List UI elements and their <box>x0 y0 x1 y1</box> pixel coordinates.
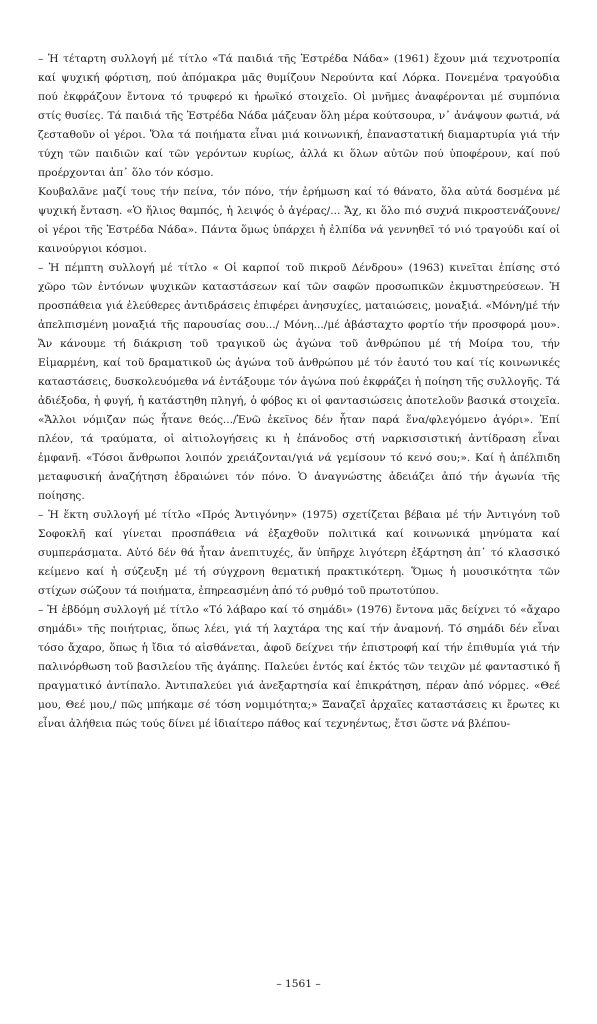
paragraph-sixth-collection: – Ἡ ἕκτη συλλογή μέ τίτλο «Πρός Ἀντιγόνην» (1975) σχετίζεται βέβαια μέ τήν Ἀντιγόνη τοῦ Σοφοκλῆ καί γίνεται προσπάθεια νά ἐξαχθοῦν πολιτικά καί κοινωνικά μηνύματα καί συμπεράσματα. Αὐτό δέν θά ἦταν ἀνεπιτυχές, ἄν ὑπῆρχε λιγότερη ἐξάρτηση ἀπ᾽ τό κλασσικό κείμενο καί ἡ σύζευξη μέ τή σύγχρονη θεματική πρακτικότερη. Ὅμως ἡ μουσικότητα τῶν στίχων σώζουν τά ποιήματα, ἐπηρεασμένη ἀπό τό ρυθμό τοῦ πρωτοτύπου. <box>38 509 560 597</box>
body-text <box>38 50 560 734</box>
paragraph-fourth-collection: – Ἡ τέταρτη συλλογή μέ τίτλο «Τά παιδιά τῆς Ἐστρέδα Νάδα» (1961) ἔχουν μιά τεχνοτροπία καί ψυχική φόρτιση, πού ἀπόμακρα μᾶς θυμίζουν Νερούντα καί Λόρκα. Πονεμένα τραγούδια πού ἐκφράζουν ἔντονα τό τρυφερό κι ἡρωϊκό στοιχεῖο. Οἱ μνῆμες ἀναφέρονται μέ συμπόνια στίς θυσίες. Τά παιδιά τῆς Ἐστρέδα Νάδα μάζευαν ὅλη μέρα κούτσουρα, ν᾽ ἀνάψουν φωτιά, νά ζεσταθοῦν οἱ γέροι. Ὅλα τά ποιήματα εἶναι μιά κοινωνική, ἐπαναστατική διαμαρτυρία γιά τήν τύχη τῶν παιδιῶν καί τῶν γερόντων κυρίως, ἀλλά κι ὅλων αὐτῶν πού ὑποφέρουν, καί πού προέρχονται ἀπ᾽ ὅλο τόν κόσμο. <box>38 53 560 179</box>
page-number: – 1561 – <box>276 978 321 990</box>
paragraph-fifth-collection: – Ἡ πέμπτη συλλογή μέ τίτλο « Οἱ καρποί τοῦ πικροῦ Δένδρου» (1963) κινεῖται ἐπίσης στό χῶρο τῶν ἐντόνων ψυχικῶν καταστάσεων καί τῶν σαφῶν προσωπικῶν ἐκμυστηρεύσεων. Ἡ προσπάθεια γιά ἐλεύθερες ἀντιδράσεις ἐπιφέρει ἀνησυχίες, ματαιώσεις, μοναξιά. «Μόνη/μέ τήν ἀπελπισμένη μοναξιά τῆς παρουσίας σου.../ Μόνη.../μέ ἀβάσταχτο φορτίο τήν προσφορά μου». Ἄν κάνουμε τή διάκριση τοῦ τραγικοῦ ὡς ἀγώνα τοῦ ἀνθρώπου μέ τή Μοίρα του, τήν Εἱμαρμένη, καί τοῦ δραματικοῦ ὡς ἀγώνα τοῦ ἀνθρώπου μέ τόν ἑαυτό του καί τίς κοινωνικές καταστάσεις, δυσκολευόμεθα νά ἐντάξουμε τόν ἀγώνα πού ἐκφράζει ἡ ποίηση τῆς συλλογῆς. Τά ἀδιέξοδα, ἡ φυγή, ἡ κατάστηθη πληγή, ὁ φόβος κι οἱ φαντασιώσεις ἀποτελοῦν βασικά στοιχεῖα. «Ἄλλοι νόμιζαν πώς ἦτανε θεός.../Ἐνῶ ἐκεῖνος δέν ἦταν παρά ἕνα/φλεγόμενο ἀγόρι». Ἐπί πλέον, τά τραύματα, οἱ αἰτιολογήσεις κι ἡ ἐπάνοδος στή ναρκισσιστική ἀντίδραση εἶναι ἐμφανῆ. «Τόσοι ἄνθρωποι λοιπόν χρειάζονται/γιά νά γεμίσουν τό κενό σου;». Καί ἡ ἀπέλπιδη μεταφυσική ἀναζήτηση ἑδραιώνει τόν πόνο. Ὁ ἀναγνώστης ἀδειάζει ἀπό τήν ἀγωνία τῆς ποίησης. <box>38 262 560 502</box>
paragraph-seventh-collection: – Ἡ ἑβδόμη συλλογή μέ τίτλο «Τό λάβαρο καί τό σημάδι» (1976) ἔντονα μᾶς δείχνει τό «ἄχαρο σημάδι» τῆς ποιήτριας, ὅπως λέει, γιά τή λαχτάρα της καί τήν ἀναμονή. Τό σημάδι δέν εἶναι τόσο ἄχαρο, ὅπως ἡ ἴδια τό αἰσθάνεται, ἀφοῦ δείχνει τήν ἐπιστροφή καί τήν ἐπιθυμία γιά τήν παλινόρθωση τοῦ βασιλείου τῆς ἀγάπης. Παλεύει ἐντός καί ἐκτός τῶν τειχῶν μέ φανταστικό ἤ πραγματικό ἀντίπαλο. Ἀντιπαλεύει γιά ἀνεξαρτησία καί ἐπικράτηση, πέραν ἀπό νόρμες. «Θεέ μου, Θεέ μου,/ πῶς μπήκαμε σέ τόση νομιμότητα;» Ξαναζεῖ ἀρχαῖες καταστάσεις κι ἔρωτες κι εἶναι ἀλήθεια πώς τούς δίνει μέ ἰδιαίτερο πάθος καί τεχνηέντως, ἔτσι ὥστε νά βλέπου- <box>38 604 560 730</box>
paragraph-continuation: Κουβαλᾶνε μαζί τους τήν πείνα, τόν πόνο, τήν ἐρήμωση καί τό θάνατο, ὅλα αὐτά δοσμένα μέ ψυχική ἔνταση. «Ὁ ἥλιος θαμπός, ἡ λειψός ὁ ἀγέρας/... Ἄχ, κι ὅλο πιό συχνά πικροστενάζουνε/οἱ γέροι τῆς Ἐστρέδα Νάδα». Πάντα ὅμως ὑπάρχει ἡ ἐλπίδα νά γεννηθεῖ τό νιό τραγούδι καί οἱ καινούργιοι κόσμοι. <box>38 186 560 255</box>
